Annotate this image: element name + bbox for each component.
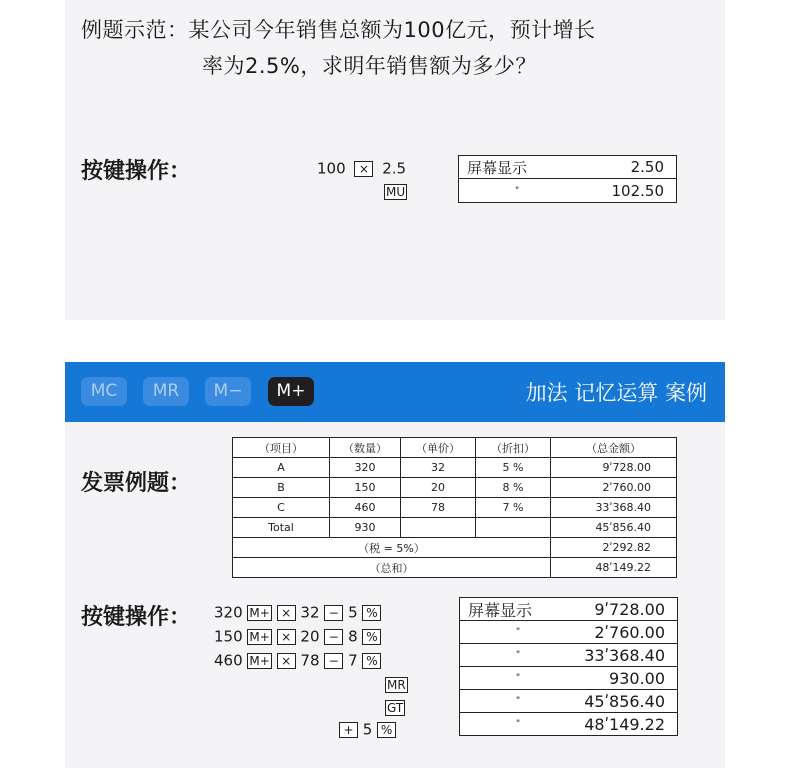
ditto-mark: " (515, 185, 520, 196)
invoice-table (232, 437, 677, 578)
display-label: 屏幕显示 (467, 158, 528, 177)
display-value: 33ʹ368.40 (584, 645, 665, 665)
display-value: 2ʹ760.00 (594, 622, 665, 642)
number: 8 (348, 627, 358, 646)
table-row (233, 518, 677, 538)
cell: A (233, 458, 330, 478)
cell: Total (233, 518, 330, 538)
header-cell: （折扣） (476, 438, 551, 458)
multiply-key: × (277, 629, 296, 645)
cell: 9ʹ728.00 (551, 458, 677, 478)
plus-key: + (339, 722, 358, 738)
multiply-key: × (277, 605, 296, 621)
table-row (233, 458, 677, 478)
multiply-key: × (354, 161, 373, 177)
cell: 5 % (476, 458, 551, 478)
mr-button[interactable]: MR (143, 377, 189, 406)
ditto-mark: " (516, 650, 521, 660)
cell: 460 (330, 498, 401, 518)
invoice-label: 发票例题： (81, 471, 192, 496)
minus-key: − (324, 629, 343, 645)
mr-key: MR (387, 677, 406, 692)
header-cell: （总金额） (551, 438, 677, 458)
key-sequence-row (385, 698, 405, 716)
m-plus-key: M+ (249, 629, 270, 644)
display-value: 45ʹ856.40 (584, 691, 665, 711)
cell: 45ʹ856.40 (551, 518, 677, 538)
number: 32 (300, 603, 320, 622)
number: 78 (300, 651, 320, 670)
cell (401, 518, 476, 538)
tax-row (233, 538, 677, 558)
percent-key: % (377, 722, 396, 738)
gt-key: GT (387, 700, 404, 715)
cell: 320 (330, 458, 401, 478)
ditto-mark: " (516, 719, 521, 729)
m-plus-key: M+ (249, 653, 270, 668)
banner (65, 362, 725, 422)
number: 150 (214, 627, 243, 646)
key-sequence-row (214, 627, 381, 646)
cell: 78 (401, 498, 476, 518)
display-row (459, 689, 678, 713)
percent-key: % (362, 629, 381, 645)
number: 5 (348, 603, 358, 622)
key-sequence-row (339, 720, 396, 739)
table-row (233, 478, 677, 498)
display-row (459, 597, 678, 621)
number: 7 (348, 651, 358, 670)
display-value: 930.00 (609, 668, 665, 688)
key-sequence-row (214, 603, 381, 622)
ditto-mark: " (516, 673, 521, 683)
number: 320 (214, 603, 243, 622)
percent-key: % (362, 653, 381, 669)
operation-label-2: 按键操作： (81, 605, 192, 630)
tax-label: （税 = 5%） (233, 538, 551, 558)
cell: 2ʹ760.00 (551, 478, 677, 498)
m-plus-key: M+ (249, 605, 270, 620)
number: 20 (300, 627, 320, 646)
display-row (459, 620, 678, 644)
key-sequence-row (214, 651, 381, 670)
multiply-key: × (277, 653, 296, 669)
key-sequence-row (385, 675, 408, 693)
key-sequence-1 (317, 159, 406, 178)
sum-row (233, 558, 677, 578)
header-cell: （项目） (233, 438, 330, 458)
header-cell: （数量） (330, 438, 401, 458)
number: 5 (362, 720, 373, 739)
m-minus-button[interactable]: M− (205, 377, 251, 406)
display-box (459, 597, 678, 735)
cell: 150 (330, 478, 401, 498)
display-row (459, 666, 678, 690)
cell: 7 % (476, 498, 551, 518)
cell: 32 (401, 458, 476, 478)
banner-title: 加法 记忆运算 案例 (525, 381, 707, 405)
mu-key: MU (386, 184, 406, 199)
ditto-mark: " (516, 696, 521, 706)
table-header-row (233, 438, 677, 458)
display-value: 102.50 (611, 181, 664, 200)
cell: B (233, 478, 330, 498)
ditto-mark: " (516, 627, 521, 637)
display-row (459, 712, 678, 736)
minus-key: − (324, 605, 343, 621)
display-box (458, 155, 677, 203)
question-line-1: 例题示范：某公司今年销售总额为100亿元，预计增长 (81, 18, 596, 42)
display-value: 2.50 (630, 158, 664, 176)
display-label: 屏幕显示 (468, 600, 533, 620)
key-sequence-2 (384, 182, 407, 200)
question-line-2: 率为2.5%，求明年销售额为多少？ (202, 54, 537, 78)
tax-value: 2ʹ292.82 (551, 538, 677, 558)
cell: C (233, 498, 330, 518)
sum-label: （总和） (233, 558, 551, 578)
header-cell: （单价） (401, 438, 476, 458)
cell: 20 (401, 478, 476, 498)
cell: 33ʹ368.40 (551, 498, 677, 518)
display-row (459, 643, 678, 667)
number: 100 (317, 159, 346, 178)
minus-key: − (324, 653, 343, 669)
number: 2.5 (382, 159, 407, 178)
cell (476, 518, 551, 538)
percent-key: % (362, 605, 381, 621)
mc-button[interactable]: MC (81, 377, 127, 406)
display-row (459, 156, 676, 179)
display-value: 9ʹ728.00 (594, 599, 665, 619)
display-value: 48ʹ149.22 (584, 714, 665, 734)
cell: 8 % (476, 478, 551, 498)
cell: 930 (330, 518, 401, 538)
number: 460 (214, 651, 243, 670)
example-panel (65, 0, 725, 320)
operation-label: 按键操作： (81, 159, 192, 184)
table-row (233, 498, 677, 518)
m-plus-button[interactable]: M+ (268, 377, 314, 406)
display-row (459, 179, 676, 202)
sum-value: 48ʹ149.22 (551, 558, 677, 578)
